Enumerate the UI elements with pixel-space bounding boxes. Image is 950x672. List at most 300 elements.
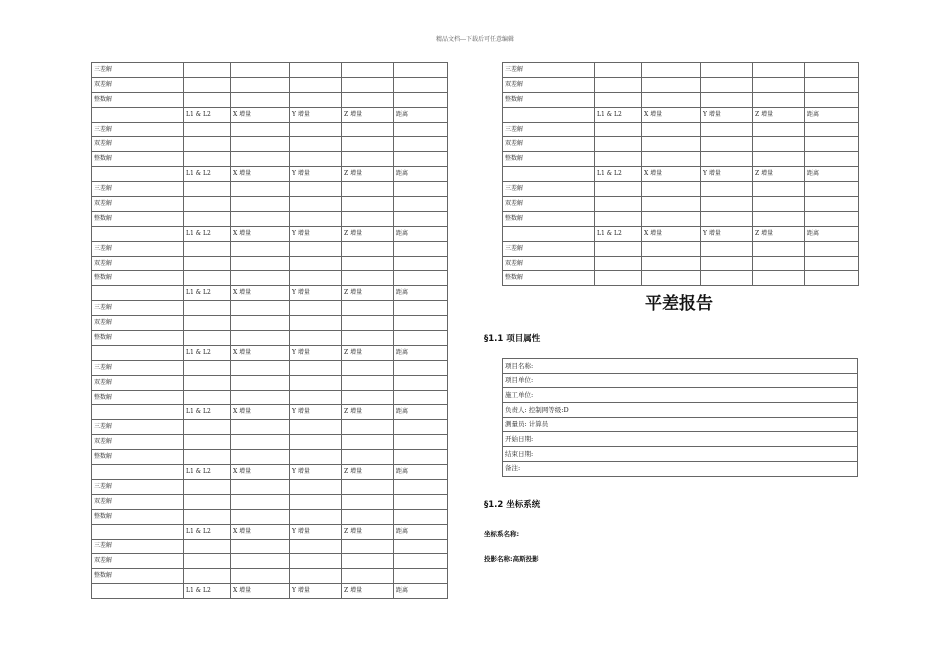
table-cell bbox=[231, 256, 290, 271]
table-cell bbox=[184, 137, 231, 152]
table-row bbox=[92, 494, 448, 509]
table-cell bbox=[642, 77, 701, 92]
row-label: 三差解 bbox=[92, 182, 184, 197]
column-header: Z 增量 bbox=[342, 107, 394, 122]
column-header: X 增量 bbox=[231, 405, 290, 420]
table-cell bbox=[342, 256, 394, 271]
column-header: L1 & L2 bbox=[184, 167, 231, 182]
table-row bbox=[503, 77, 859, 92]
table-cell bbox=[290, 77, 342, 92]
table-cell bbox=[184, 301, 231, 316]
table-row bbox=[503, 256, 859, 271]
table-cell bbox=[642, 256, 701, 271]
table-cell bbox=[503, 167, 595, 182]
table-cell bbox=[290, 494, 342, 509]
table-row bbox=[92, 569, 448, 584]
table-cell bbox=[394, 554, 448, 569]
table-cell bbox=[92, 286, 184, 301]
column-header: 距离 bbox=[805, 107, 859, 122]
table-cell bbox=[394, 420, 448, 435]
table-cell bbox=[290, 479, 342, 494]
table-cell bbox=[231, 77, 290, 92]
table-cell bbox=[701, 271, 753, 286]
table-cell bbox=[753, 152, 805, 167]
column-header: Y 增量 bbox=[290, 167, 342, 182]
coordinate-system-name: 坐标系名称: bbox=[484, 530, 520, 538]
table-cell bbox=[805, 137, 859, 152]
table-cell bbox=[342, 92, 394, 107]
table-cell bbox=[290, 509, 342, 524]
table-row bbox=[92, 63, 448, 78]
table-cell bbox=[342, 494, 394, 509]
project-properties-table bbox=[502, 358, 858, 477]
table-cell bbox=[642, 241, 701, 256]
row-label: 整数解 bbox=[92, 271, 184, 286]
column-header: Y 增量 bbox=[290, 286, 342, 301]
table-cell bbox=[394, 435, 448, 450]
table-cell bbox=[290, 197, 342, 212]
section-project-properties: §1.1 项目属性 bbox=[484, 334, 541, 344]
table-cell bbox=[701, 92, 753, 107]
table-cell bbox=[342, 271, 394, 286]
table-cell bbox=[701, 137, 753, 152]
table-cell bbox=[290, 450, 342, 465]
table-cell bbox=[595, 271, 642, 286]
column-header: X 增量 bbox=[231, 107, 290, 122]
table-cell bbox=[394, 509, 448, 524]
prop-end-date: 结束日期: bbox=[503, 447, 858, 462]
prop-project-unit: 项目单位: bbox=[503, 373, 858, 388]
table-cell bbox=[342, 569, 394, 584]
table-cell bbox=[642, 122, 701, 137]
row-label: 三差解 bbox=[503, 63, 595, 78]
table-cell bbox=[342, 241, 394, 256]
table-row bbox=[92, 465, 448, 480]
row-label: 三差解 bbox=[92, 122, 184, 137]
row-label: 三差解 bbox=[92, 360, 184, 375]
table-cell bbox=[805, 197, 859, 212]
table-row bbox=[92, 92, 448, 107]
row-label: 整数解 bbox=[503, 152, 595, 167]
table-cell bbox=[342, 152, 394, 167]
table-cell bbox=[231, 241, 290, 256]
table-cell bbox=[92, 405, 184, 420]
table-cell bbox=[342, 182, 394, 197]
row-label: 三差解 bbox=[92, 539, 184, 554]
table-cell bbox=[92, 524, 184, 539]
table-row bbox=[92, 152, 448, 167]
column-header: Y 增量 bbox=[290, 345, 342, 360]
prop-lead: 负责人: 控制网等级:D bbox=[503, 403, 858, 418]
table-cell bbox=[290, 375, 342, 390]
table-cell bbox=[184, 509, 231, 524]
table-cell bbox=[231, 122, 290, 137]
table-cell bbox=[231, 316, 290, 331]
table-cell bbox=[184, 122, 231, 137]
table-cell bbox=[231, 435, 290, 450]
table-cell bbox=[642, 197, 701, 212]
table-cell bbox=[184, 211, 231, 226]
table-cell bbox=[290, 92, 342, 107]
prop-note: 备注: bbox=[503, 461, 858, 476]
table-cell bbox=[342, 301, 394, 316]
table-cell bbox=[231, 554, 290, 569]
row-label: 三差解 bbox=[503, 122, 595, 137]
column-header: Y 增量 bbox=[290, 524, 342, 539]
table-row bbox=[92, 390, 448, 405]
table-cell bbox=[290, 241, 342, 256]
table-cell bbox=[595, 63, 642, 78]
table-cell bbox=[394, 301, 448, 316]
column-header: Y 增量 bbox=[701, 107, 753, 122]
table-row bbox=[92, 197, 448, 212]
table-row bbox=[92, 584, 448, 599]
table-row bbox=[92, 271, 448, 286]
table-cell bbox=[805, 256, 859, 271]
table-cell bbox=[184, 479, 231, 494]
left-results-table bbox=[91, 62, 448, 599]
column-header: X 增量 bbox=[231, 524, 290, 539]
table-cell bbox=[595, 211, 642, 226]
table-cell bbox=[184, 92, 231, 107]
table-cell bbox=[642, 211, 701, 226]
table-cell bbox=[753, 77, 805, 92]
row-label: 双差解 bbox=[503, 256, 595, 271]
table-cell bbox=[184, 182, 231, 197]
table-row bbox=[92, 122, 448, 137]
row-label: 三差解 bbox=[92, 420, 184, 435]
section-coordinate-system: §1.2 坐标系统 bbox=[484, 500, 541, 510]
table-cell bbox=[595, 256, 642, 271]
table-cell bbox=[805, 122, 859, 137]
table-cell bbox=[184, 241, 231, 256]
table-cell bbox=[753, 197, 805, 212]
column-header: 距离 bbox=[394, 226, 448, 241]
row-label: 双差解 bbox=[92, 554, 184, 569]
table-cell bbox=[753, 63, 805, 78]
row-label: 双差解 bbox=[92, 137, 184, 152]
table-cell bbox=[184, 256, 231, 271]
table-cell bbox=[290, 137, 342, 152]
table-cell bbox=[92, 107, 184, 122]
row-label: 双差解 bbox=[92, 256, 184, 271]
column-header: L1 & L2 bbox=[184, 584, 231, 599]
table-cell bbox=[805, 77, 859, 92]
table-row bbox=[92, 182, 448, 197]
table-cell bbox=[342, 360, 394, 375]
table-cell bbox=[342, 420, 394, 435]
table-cell bbox=[290, 211, 342, 226]
table-row bbox=[92, 301, 448, 316]
row-label: 三差解 bbox=[503, 182, 595, 197]
table-cell bbox=[701, 63, 753, 78]
column-header: Y 增量 bbox=[290, 584, 342, 599]
column-header: 距离 bbox=[394, 345, 448, 360]
table-cell bbox=[642, 152, 701, 167]
column-header: X 增量 bbox=[231, 465, 290, 480]
column-header: Z 增量 bbox=[342, 465, 394, 480]
table-cell bbox=[753, 122, 805, 137]
row-label: 整数解 bbox=[503, 271, 595, 286]
column-header: X 增量 bbox=[231, 584, 290, 599]
column-header: X 增量 bbox=[231, 226, 290, 241]
table-cell bbox=[753, 241, 805, 256]
table-row bbox=[92, 554, 448, 569]
table-cell bbox=[184, 152, 231, 167]
column-header: 距离 bbox=[394, 286, 448, 301]
column-header: Z 增量 bbox=[342, 167, 394, 182]
table-cell bbox=[595, 137, 642, 152]
table-cell bbox=[342, 316, 394, 331]
table-cell bbox=[290, 554, 342, 569]
row-label: 整数解 bbox=[92, 152, 184, 167]
table-cell bbox=[753, 137, 805, 152]
table-row bbox=[503, 182, 859, 197]
table-cell bbox=[642, 63, 701, 78]
table-cell bbox=[394, 271, 448, 286]
table-cell bbox=[342, 197, 394, 212]
table-cell bbox=[342, 211, 394, 226]
table-cell bbox=[231, 137, 290, 152]
column-header: Z 增量 bbox=[342, 524, 394, 539]
table-cell bbox=[805, 63, 859, 78]
table-cell bbox=[184, 375, 231, 390]
table-cell bbox=[394, 77, 448, 92]
table-cell bbox=[701, 152, 753, 167]
row-label: 双差解 bbox=[503, 77, 595, 92]
column-header: Y 增量 bbox=[290, 465, 342, 480]
table-row bbox=[92, 450, 448, 465]
table-cell bbox=[231, 271, 290, 286]
table-cell bbox=[753, 271, 805, 286]
row-label: 整数解 bbox=[92, 390, 184, 405]
column-header: L1 & L2 bbox=[184, 286, 231, 301]
row-label: 整数解 bbox=[503, 211, 595, 226]
column-header: Z 增量 bbox=[342, 584, 394, 599]
table-cell bbox=[92, 167, 184, 182]
table-cell bbox=[595, 182, 642, 197]
row-label: 整数解 bbox=[92, 211, 184, 226]
table-cell bbox=[753, 256, 805, 271]
table-cell bbox=[290, 152, 342, 167]
table-cell bbox=[342, 122, 394, 137]
table-cell bbox=[394, 182, 448, 197]
table-cell bbox=[595, 122, 642, 137]
table-cell bbox=[394, 137, 448, 152]
column-header: L1 & L2 bbox=[184, 465, 231, 480]
table-cell bbox=[231, 494, 290, 509]
table-row bbox=[92, 524, 448, 539]
row-label: 双差解 bbox=[92, 494, 184, 509]
table-cell bbox=[290, 63, 342, 78]
table-cell bbox=[394, 63, 448, 78]
row-label: 双差解 bbox=[92, 316, 184, 331]
table-cell bbox=[701, 182, 753, 197]
column-header: Y 增量 bbox=[290, 226, 342, 241]
table-cell bbox=[805, 92, 859, 107]
table-row bbox=[92, 435, 448, 450]
column-header: 距离 bbox=[394, 584, 448, 599]
column-header: Y 增量 bbox=[701, 167, 753, 182]
table-cell bbox=[290, 316, 342, 331]
table-cell bbox=[595, 152, 642, 167]
column-header: X 增量 bbox=[642, 226, 701, 241]
row-label: 双差解 bbox=[503, 197, 595, 212]
table-cell bbox=[231, 63, 290, 78]
table-cell bbox=[184, 569, 231, 584]
table-row bbox=[92, 539, 448, 554]
row-label: 三差解 bbox=[92, 63, 184, 78]
table-cell bbox=[231, 479, 290, 494]
table-cell bbox=[231, 390, 290, 405]
table-cell bbox=[394, 331, 448, 346]
column-header: X 增量 bbox=[642, 107, 701, 122]
table-row bbox=[92, 211, 448, 226]
table-cell bbox=[184, 435, 231, 450]
column-header: L1 & L2 bbox=[595, 167, 642, 182]
table-row bbox=[92, 241, 448, 256]
table-cell bbox=[290, 331, 342, 346]
table-cell bbox=[231, 569, 290, 584]
table-cell bbox=[805, 211, 859, 226]
table-row bbox=[92, 509, 448, 524]
table-cell bbox=[290, 435, 342, 450]
table-row bbox=[503, 107, 859, 122]
table-cell bbox=[184, 360, 231, 375]
table-cell bbox=[394, 197, 448, 212]
table-cell bbox=[184, 77, 231, 92]
row-label: 整数解 bbox=[92, 569, 184, 584]
table-row bbox=[92, 345, 448, 360]
table-cell bbox=[394, 92, 448, 107]
table-row bbox=[92, 77, 448, 92]
column-header: X 增量 bbox=[231, 286, 290, 301]
table-cell bbox=[184, 554, 231, 569]
column-header: L1 & L2 bbox=[595, 226, 642, 241]
row-label: 双差解 bbox=[92, 77, 184, 92]
table-cell bbox=[394, 375, 448, 390]
table-cell bbox=[394, 539, 448, 554]
table-cell bbox=[701, 241, 753, 256]
table-cell bbox=[290, 390, 342, 405]
column-header: L1 & L2 bbox=[184, 345, 231, 360]
table-cell bbox=[753, 182, 805, 197]
table-cell bbox=[184, 63, 231, 78]
column-header: 距离 bbox=[805, 226, 859, 241]
table-cell bbox=[701, 256, 753, 271]
table-cell bbox=[394, 316, 448, 331]
column-header: L1 & L2 bbox=[184, 107, 231, 122]
table-cell bbox=[184, 450, 231, 465]
table-cell bbox=[184, 539, 231, 554]
table-cell bbox=[290, 271, 342, 286]
column-header: Z 增量 bbox=[342, 286, 394, 301]
table-cell bbox=[290, 122, 342, 137]
table-cell bbox=[394, 256, 448, 271]
table-row bbox=[503, 211, 859, 226]
table-cell bbox=[342, 539, 394, 554]
table-cell bbox=[342, 450, 394, 465]
table-row bbox=[92, 137, 448, 152]
table-cell bbox=[231, 539, 290, 554]
table-row bbox=[92, 420, 448, 435]
column-header: Z 增量 bbox=[753, 107, 805, 122]
table-row bbox=[503, 241, 859, 256]
table-cell bbox=[342, 63, 394, 78]
table-row bbox=[92, 479, 448, 494]
column-header: 距离 bbox=[394, 524, 448, 539]
table-cell bbox=[290, 539, 342, 554]
projection-name: 投影名称:高斯投影 bbox=[484, 555, 539, 563]
table-cell bbox=[342, 331, 394, 346]
row-label: 整数解 bbox=[503, 92, 595, 107]
table-cell bbox=[595, 241, 642, 256]
row-label: 三差解 bbox=[503, 241, 595, 256]
table-row bbox=[503, 197, 859, 212]
table-cell bbox=[184, 197, 231, 212]
table-cell bbox=[701, 122, 753, 137]
table-cell bbox=[394, 360, 448, 375]
column-header: X 增量 bbox=[231, 167, 290, 182]
table-cell bbox=[342, 435, 394, 450]
table-cell bbox=[394, 494, 448, 509]
prop-start-date: 开始日期: bbox=[503, 432, 858, 447]
table-cell bbox=[701, 197, 753, 212]
column-header: X 增量 bbox=[642, 167, 701, 182]
column-header: Z 增量 bbox=[342, 345, 394, 360]
table-cell bbox=[503, 107, 595, 122]
table-cell bbox=[701, 211, 753, 226]
table-row bbox=[503, 92, 859, 107]
column-header: Y 增量 bbox=[290, 405, 342, 420]
table-cell bbox=[290, 420, 342, 435]
column-header: Z 增量 bbox=[342, 226, 394, 241]
table-cell bbox=[642, 137, 701, 152]
table-cell bbox=[184, 494, 231, 509]
table-row bbox=[503, 226, 859, 241]
table-cell bbox=[394, 241, 448, 256]
right-results-table bbox=[502, 62, 859, 286]
column-header: 距离 bbox=[394, 465, 448, 480]
table-row bbox=[503, 152, 859, 167]
row-label: 三差解 bbox=[92, 241, 184, 256]
table-cell bbox=[231, 211, 290, 226]
table-cell bbox=[394, 211, 448, 226]
table-row bbox=[503, 137, 859, 152]
row-label: 三差解 bbox=[92, 301, 184, 316]
table-cell bbox=[342, 390, 394, 405]
table-cell bbox=[231, 420, 290, 435]
table-row bbox=[92, 360, 448, 375]
row-label: 整数解 bbox=[92, 450, 184, 465]
table-cell bbox=[342, 479, 394, 494]
table-cell bbox=[753, 92, 805, 107]
table-cell bbox=[231, 331, 290, 346]
column-header: X 增量 bbox=[231, 345, 290, 360]
table-cell bbox=[805, 241, 859, 256]
column-header: Z 增量 bbox=[753, 167, 805, 182]
table-cell bbox=[92, 465, 184, 480]
table-cell bbox=[753, 211, 805, 226]
prop-surveyor: 测量员: 计算员 bbox=[503, 417, 858, 432]
table-cell bbox=[92, 345, 184, 360]
table-row bbox=[92, 331, 448, 346]
table-row bbox=[92, 226, 448, 241]
row-label: 双差解 bbox=[92, 375, 184, 390]
report-title: 平差报告 bbox=[645, 294, 713, 314]
table-cell bbox=[701, 77, 753, 92]
page-header: 精品文档---下载后可任意编辑 bbox=[435, 36, 515, 43]
